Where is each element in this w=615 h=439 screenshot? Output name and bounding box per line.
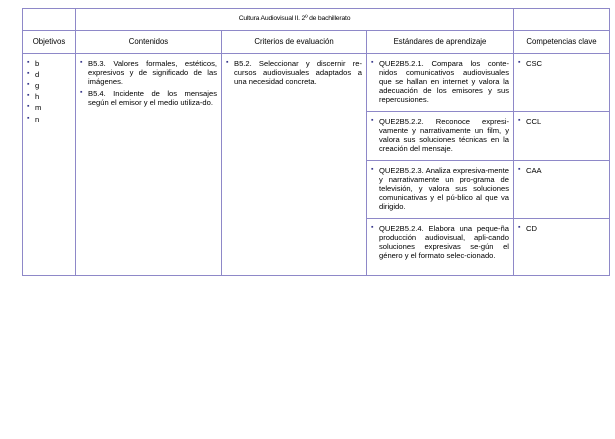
list-item [27,81,71,90]
contenidos-cell [76,54,222,276]
objetivo-text: n [35,114,40,124]
list-item [371,117,509,153]
bullet-icon: ▪ [27,114,30,122]
list-item [518,59,605,68]
contenido-text: B5.4. Incidente de los mensajes según el emisor y el medio utiliza-do. [88,89,217,108]
bullet-icon: ▪ [80,59,83,66]
competencia-text: CCL [526,117,542,126]
list-item [80,59,217,86]
title-row [23,9,610,31]
estandar-text: QUE2B5.2.3. Analiza expresiva-mente y narrativamente un pro-grama de televisión, y valora sus soluciones comunicativas y el pú-blico al que va dirigido. [379,166,509,212]
competencia-text: CSC [526,59,543,68]
competencia-text: CD [526,224,537,233]
estandar-cell [367,112,514,161]
bullet-icon: ▪ [371,117,374,124]
bullet-icon: ▪ [27,70,30,78]
competencia-cell [514,54,610,112]
list-item [226,59,362,86]
estandar-cell [367,219,514,276]
header-competencias: Competencias clave [514,31,610,54]
bullet-icon: ▪ [27,103,30,111]
bullet-icon: ▪ [80,89,83,97]
bullet-icon: ▪ [518,59,521,66]
header-contenidos: Contenidos [76,31,222,54]
list-item [518,117,605,126]
list-item [27,92,71,101]
list-item [27,70,71,79]
list-item [27,59,71,68]
bullet-icon: ▪ [518,224,521,231]
bullet-icon: ▪ [518,117,521,124]
title-blank-left [23,9,76,31]
header-objetivos: Objetivos [23,31,76,54]
bullet-icon: ▪ [371,166,374,173]
estandar-text: QUE2B5.2.2. Reconoce expresi-vamente y narrativamente un film, y valora sus soluciones técnicas en la creación del mensaje. [379,117,509,154]
estandar-cell [367,161,514,219]
list-item [80,89,217,107]
table-title: Cultura Audiovisual II. 2º de bachillerato [76,9,514,31]
bullet-icon: ▪ [226,59,229,66]
bullet-icon: ▪ [371,224,374,231]
competencia-text: CAA [526,166,542,175]
list-item [27,115,71,124]
objetivo-text: g [35,81,40,91]
list-item [371,59,509,105]
bullet-icon: ▪ [518,166,521,173]
objetivos-cell [23,54,76,276]
criterio-text: B5.2. Seleccionar y discernir re-cursos audiovisuales adaptados a una necesidad concreta. [234,59,362,87]
estandar-text: QUE2B5.2.4. Elabora una peque-ña producción audiovisual, apli-cando soluciones expresivas se-gún el género y el formato selec-cionado. [379,224,509,261]
competencia-cell [514,219,610,276]
objetivo-text: d [35,70,40,80]
curriculum-table [22,8,610,276]
list-item [371,224,509,260]
criterios-cell [222,54,367,276]
competencia-cell [514,112,610,161]
list-item [518,166,605,175]
list-item [518,224,605,233]
list-item [371,166,509,212]
bullet-icon: ▪ [371,59,374,66]
estandar-text: QUE2B5.2.1. Compara los conte-nidos comunicativos audiovisuales que se hallan en internet y valora la adecuación de los emisores y sus repercusiones. [379,59,509,105]
header-criterios: Criterios de evaluación [222,31,367,54]
contenido-text: B5.3. Valores formales, estéticos, expresivos y de significado de las imágenes. [88,59,217,87]
header-estandares: Estándares de aprendizaje [367,31,514,54]
list-item [27,103,71,112]
bullet-icon: ▪ [27,59,30,66]
objetivo-text: h [35,92,40,102]
estandar-cell [367,54,514,112]
competencia-cell [514,161,610,219]
table-row [23,54,610,112]
bullet-icon: ▪ [27,81,30,89]
objetivo-text: b [35,59,40,68]
bullet-icon: ▪ [27,92,30,100]
objetivo-text: m [35,103,42,113]
header-row [23,31,610,54]
title-blank-right [514,9,610,31]
